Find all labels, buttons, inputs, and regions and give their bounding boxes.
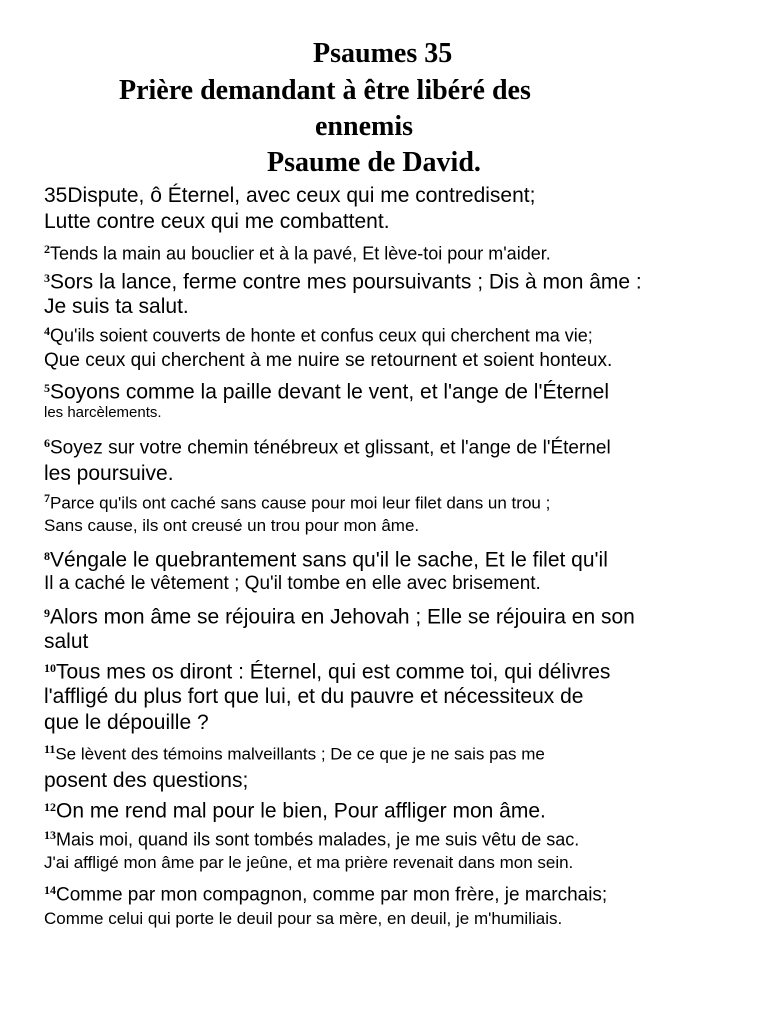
verse-line <box>44 629 88 654</box>
verse-text: Sans cause, ils ont creusé un trou pour mon âme. <box>44 516 420 535</box>
verse-text: que le dépouille ? <box>44 711 209 734</box>
verse-text: les poursuive. <box>44 462 174 485</box>
verse-number: 9 <box>44 606 50 620</box>
verse-line <box>44 795 546 824</box>
verse-number: 5 <box>44 381 50 395</box>
verse-text: Mais moi, quand ils sont tombés malades, je me suis vêtu de sac. <box>56 829 580 850</box>
verse-text: Qu'ils soient couverts de honte et confus ceux qui cherchent ma vie; <box>50 325 593 346</box>
verse-line <box>44 710 209 735</box>
verse-text: Je suis ta salut. <box>44 295 189 318</box>
verse-text: Soyez sur votre chemin ténébreux et glissant, et l'ange de l'Éternel <box>50 437 611 459</box>
verse-text: les harcèlements. <box>44 404 162 421</box>
verse-number: 10 <box>44 661 56 675</box>
verse-line <box>44 852 573 873</box>
verse-text: Lutte contre ceux qui me combattent. <box>44 210 390 233</box>
verse-line <box>44 515 419 536</box>
verse-text: Soyons comme la paille devant le vent, et l'ange de l'Éternel <box>50 380 610 404</box>
verse-text: 35Dispute, ô Éternel, avec ceux qui me contredisent; <box>44 184 536 207</box>
verse-number: 3 <box>44 271 50 285</box>
book-chapter-title: Psaumes 35 <box>313 38 453 69</box>
verse-line <box>44 461 174 486</box>
verse-text: Sors la lance, ferme contre mes poursuivants ; Dis à mon âme : <box>50 270 642 294</box>
verse-line <box>44 320 593 347</box>
verse-text: J'ai affligé mon âme par le jeûne, et ma prière revenait dans mon sein. <box>44 853 574 872</box>
verse-text: Il a caché le vêtement ; Qu'il tombe en elle avec brisement. <box>44 573 541 594</box>
verse-line <box>44 403 162 422</box>
verse-line <box>44 238 551 265</box>
verse-number: 6 <box>44 436 50 450</box>
verse-line <box>44 824 579 851</box>
verse-line <box>44 209 390 234</box>
verse-number: 8 <box>44 549 50 563</box>
verse-number: 14 <box>44 883 56 897</box>
verse-text: On me rend mal pour le bien, Pour affliger mon âme. <box>56 799 546 823</box>
verse-number: 13 <box>44 828 56 842</box>
verse-line <box>44 684 583 709</box>
verse-line <box>44 432 611 460</box>
verse-line <box>44 294 189 319</box>
verse-text: Véngale le quebrantement sans qu'il le sache, Et le filet qu'il <box>50 548 608 572</box>
verse-line <box>44 544 608 573</box>
verse-text: Se lèvent des témoins malveillants ; De ce que je ne sais pas me <box>55 744 545 764</box>
verse-line <box>44 879 607 907</box>
verse-line <box>44 908 562 929</box>
verse-line <box>44 183 535 208</box>
verse-number: 12 <box>44 800 56 814</box>
verse-line <box>44 739 545 765</box>
verse-text: l'affligé du plus fort que lui, et du pauvre et nécessiteux de <box>44 685 584 708</box>
verse-number: 4 <box>44 324 50 338</box>
verse-text: Comme celui qui porte le deuil pour sa mère, en deuil, je m'humiliais. <box>44 909 563 928</box>
verse-line <box>44 376 609 405</box>
verse-line <box>44 768 248 793</box>
verse-number: 2 <box>44 242 50 256</box>
verse-line <box>44 488 550 514</box>
verse-text: salut <box>44 630 89 653</box>
verse-line <box>44 266 642 295</box>
verse-text: Parce qu'ils ont caché sans cause pour moi leur filet dans un trou ; <box>50 493 551 513</box>
psalm-heading-continued: ennemis <box>315 111 413 142</box>
verse-text: Comme par mon compagnon, comme par mon frère, je marchais; <box>56 884 608 906</box>
verse-line <box>44 349 612 372</box>
verse-number: 11 <box>44 742 56 756</box>
verse-line <box>44 572 541 595</box>
verse-line <box>44 656 610 685</box>
verse-text: Tends la main au bouclier et à la pavé, Et lève-toi pour m'aider. <box>50 243 551 264</box>
verse-text: Alors mon âme se réjouira en Jehovah ; Elle se réjouira en son <box>50 605 635 629</box>
psalm-attribution: Psaume de David. <box>267 147 481 178</box>
psalm-heading: Prière demandant à être libéré des <box>119 75 531 106</box>
verse-text: Tous mes os diront : Éternel, qui est comme toi, qui délivres <box>56 660 611 684</box>
verse-text: Que ceux qui cherchent à me nuire se retournent et soient honteux. <box>44 350 613 371</box>
verse-text: posent des questions; <box>44 769 249 792</box>
verse-number: 7 <box>44 491 50 505</box>
verse-line <box>44 601 635 630</box>
